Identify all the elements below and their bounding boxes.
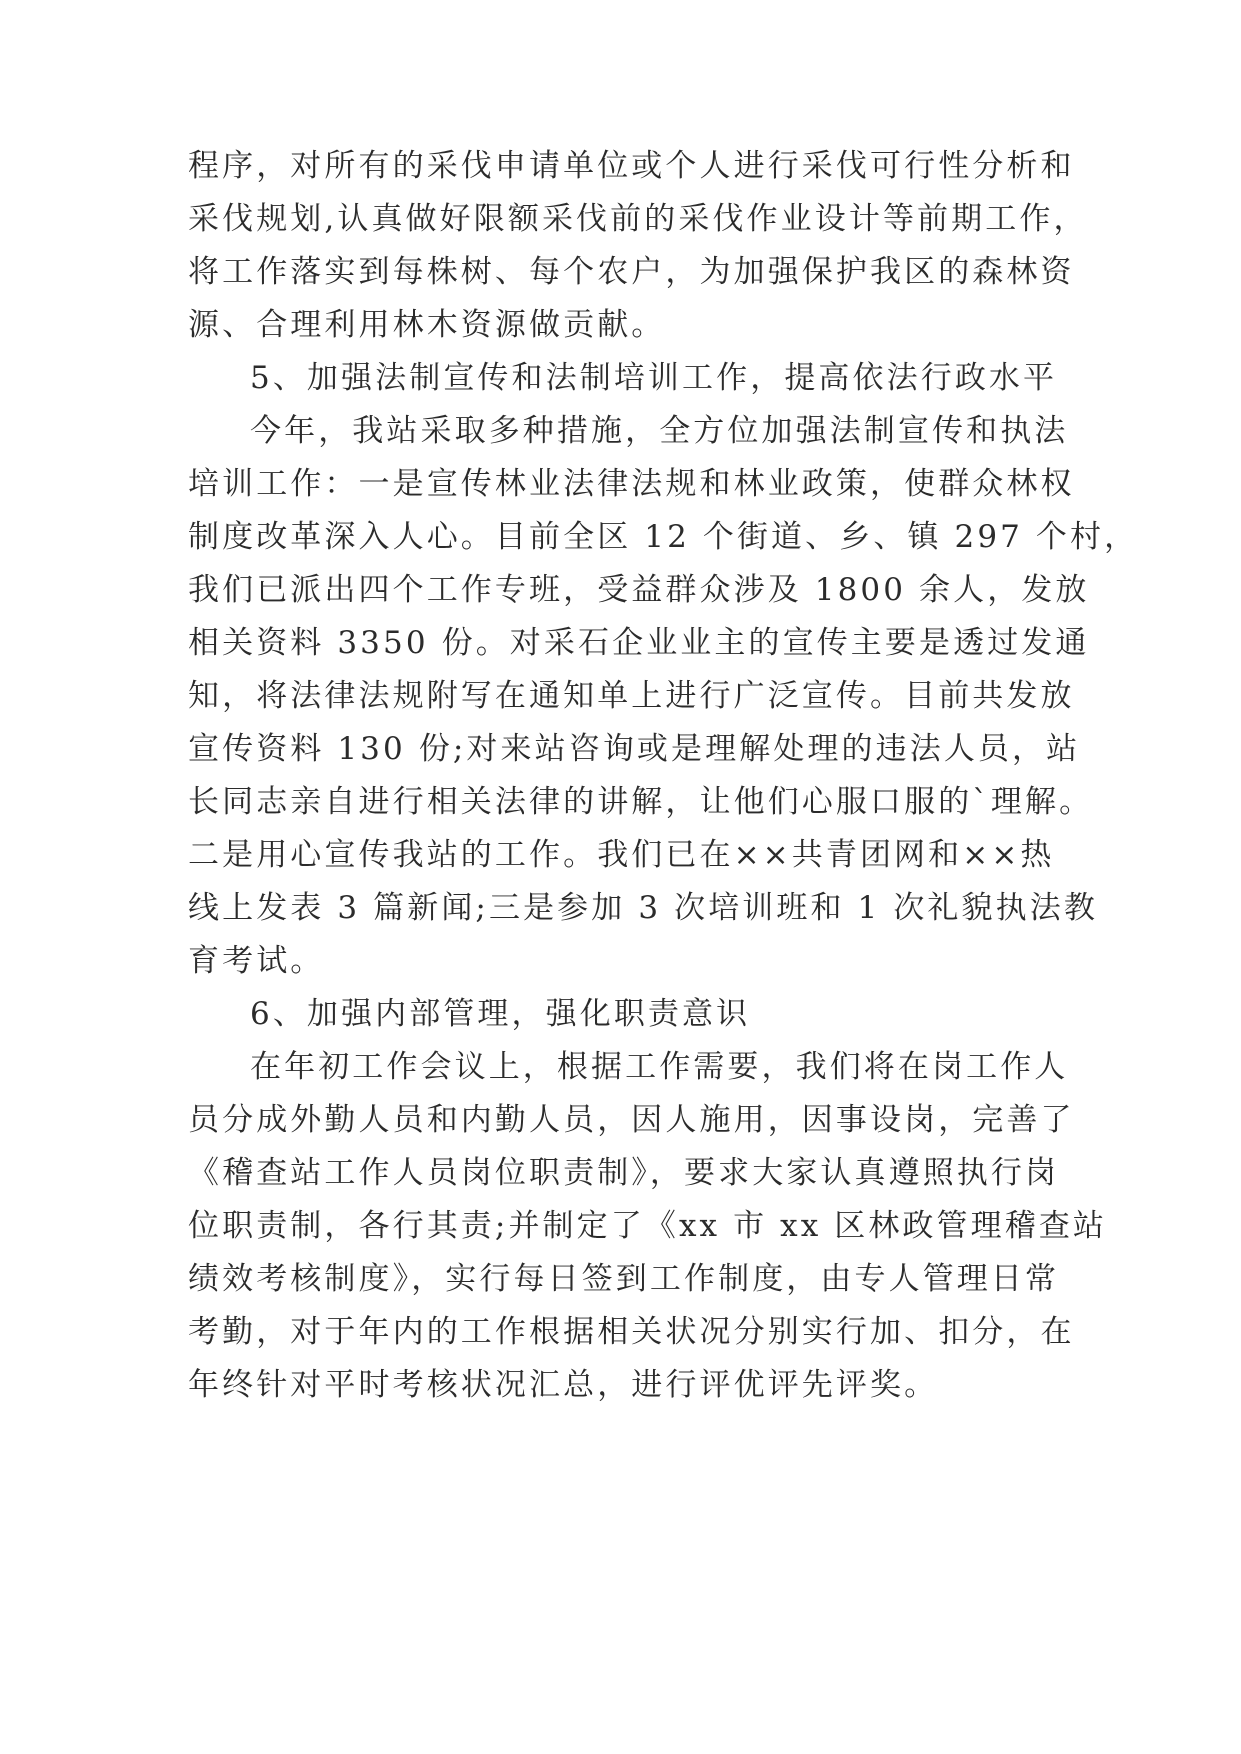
text-line: 育考试。	[188, 943, 325, 979]
text-line: 制度改革深入人心。目前全区 12 个街道、乡、镇 297 个村，	[188, 519, 1139, 555]
text-line: 源、合理利用林木资源做贡献。	[188, 307, 666, 343]
text-line: 位职责制，各行其责;并制定了《xx 市 xx 区林政管理稽查站	[188, 1208, 1108, 1244]
text-line: 在年初工作会议上，根据工作需要，我们将在岗工作人	[250, 1049, 1069, 1085]
text-line: 知，将法律法规附写在通知单上进行广泛宣传。目前共发放	[188, 678, 1075, 714]
text-line: 相关资料 3350 份。对采石企业业主的宣传主要是透过发通	[188, 625, 1090, 661]
text-line: 程序，对所有的采伐申请单位或个人进行采伐可行性分析和	[188, 148, 1075, 184]
text-line: 二是用心宣传我站的工作。我们已在××共青团网和××热	[188, 837, 1055, 873]
section-heading-6: 6、加强内部管理，强化职责意识	[250, 996, 751, 1032]
text-line: 绩效考核制度》，实行每日签到工作制度，由专人管理日常	[188, 1261, 1060, 1297]
text-line: 采伐规划,认真做好限额采伐前的采伐作业设计等前期工作，	[188, 201, 1088, 237]
text-line: 今年，我站采取多种措施，全方位加强法制宣传和执法	[250, 413, 1069, 449]
text-line: 长同志亲自进行相关法律的讲解，让他们心服口服的`理解。	[188, 784, 1094, 820]
section-heading-5: 5、加强法制宣传和法制培训工作，提高依法行政水平	[250, 360, 1058, 396]
text-line: 线上发表 3 篇新闻;三是参加 3 次培训班和 1 次礼貌执法教	[188, 890, 1098, 926]
text-line: 《稽查站工作人员岗位职责制》，要求大家认真遵照执行岗	[188, 1155, 1060, 1191]
text-line: 培训工作：一是宣传林业法律法规和林业政策，使群众林权	[188, 466, 1075, 502]
text-line: 员分成外勤人员和内勤人员，因人施用，因事设岗，完善了	[188, 1102, 1075, 1138]
text-line: 将工作落实到每株树、每个农户，为加强保护我区的森林资	[188, 254, 1075, 290]
text-line: 我们已派出四个工作专班，受益群众涉及 1800 余人，发放	[188, 572, 1090, 608]
text-line: 宣传资料 130 份;对来站咨询或是理解处理的违法人员，站	[188, 731, 1081, 767]
text-line: 考勤，对于年内的工作根据相关状况分别实行加、扣分，在	[188, 1314, 1075, 1350]
text-line: 年终针对平时考核状况汇总，进行评优评先评奖。	[188, 1367, 939, 1403]
